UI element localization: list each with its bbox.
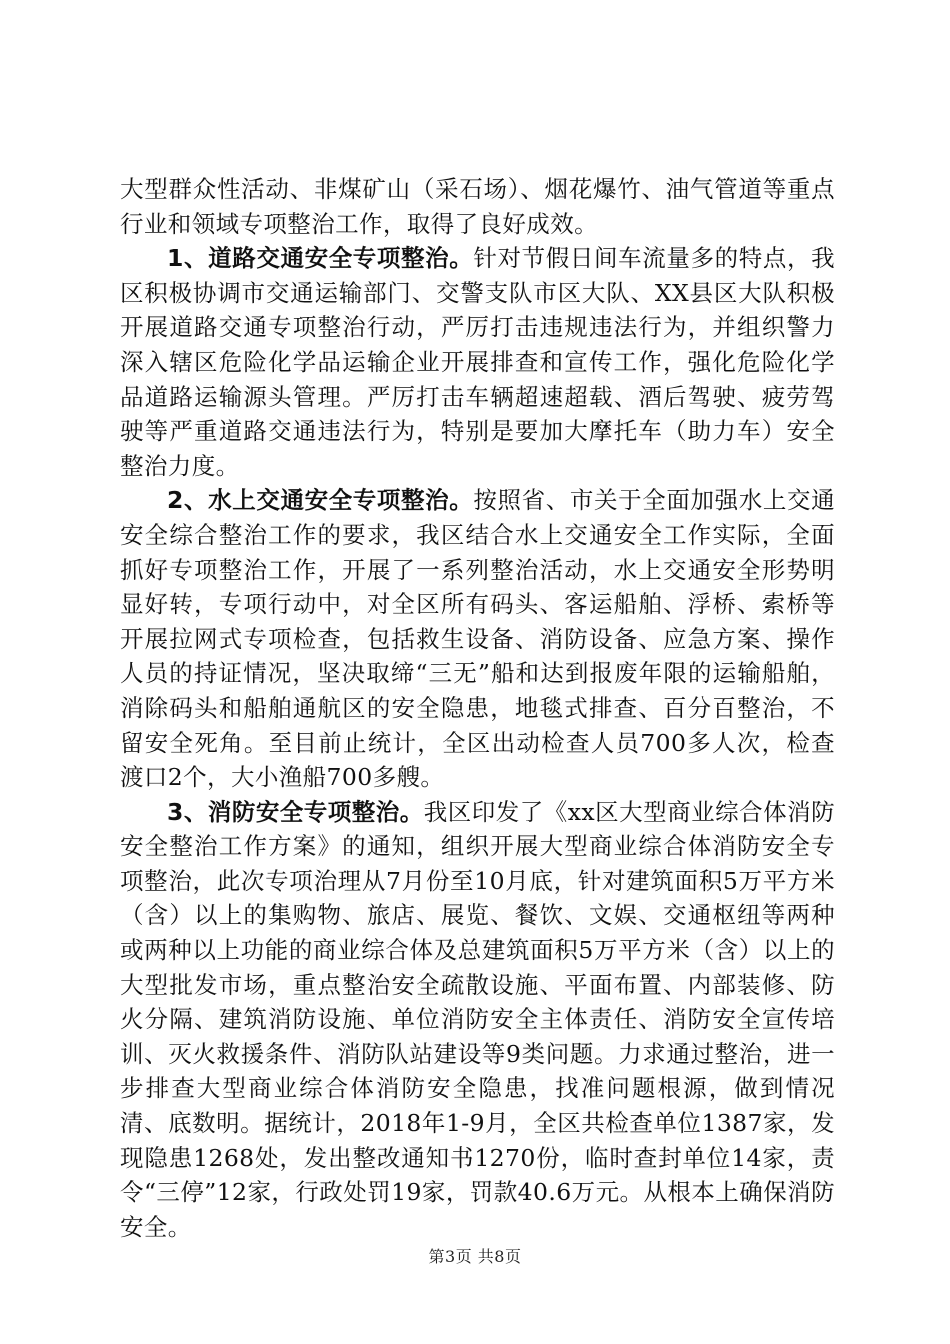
document-body bbox=[120, 172, 835, 1244]
section-heading-fire-safety: 3、消防安全专项整治。 bbox=[167, 797, 424, 826]
paragraph-text: 按照省、市关于全面加强水上交通安全综合整治工作的要求，我区结合水上交通安全工作实际，全面抓好专项整治工作，开展了一系列整治活动，水上交通安全形势明显好转，专项行动中，对全区所有码头、客运船舶、浮桥、索桥等开展拉网式专项检查，包括救生设备、消防设备、应急方案、操作人员的持证情况，坚决取缔“三无”船和达到报废年限的运输船舶，消除码头和船舶通航区的安全隐患，地毯式排查、百分百整治，不留安全死角。至目前止统计，全区出动检查人员700多人次，检查渡口2个，大小渔船700多艘。 bbox=[120, 486, 836, 792]
paragraph-text: 我区印发了《xx区大型商业综合体消防安全整治工作方案》的通知，组织开展大型商业综合体消防安全专项整治，此次专项治理从7月份至10月底，针对建筑面积5万平方米（含）以上的集购物、旅店、展览、餐饮、文娱、交通枢纽等两种或两种以上功能的商业综合体及总建筑面积5万平方米（含）以上的大型批发市场，重点整治安全疏散设施、平面布置、内部装修、防火分隔、建筑消防设施、单位消防安全主体责任、消防安全宣传培训、灭火救援条件、消防队站建设等9类问题。力求通过整治，进一步排查大型商业综合体消防安全隐患，找准问题根源，做到情况清、底数明。据统计，2018年1-9月，全区共检查单位1387家，发现隐患1268处，发出整改通知书1270份，临时查封单位14家，责令“三停”12家，行政处罚19家，罚款40.6万元。从根本上确保消防安全。 bbox=[120, 797, 835, 1241]
section-heading-water-traffic: 2、水上交通安全专项整治。 bbox=[167, 486, 474, 515]
paragraph-water-traffic bbox=[120, 483, 835, 794]
paragraph-continuation bbox=[120, 172, 835, 241]
paragraph-road-traffic bbox=[120, 241, 835, 483]
paragraph-text: 大型群众性活动、非煤矿山（采石场）、烟花爆竹、油气管道等重点行业和领域专项整治工作，取得了良好成效。 bbox=[120, 175, 835, 238]
paragraph-text: 针对节假日间车流量多的特点，我区积极协调市交通运输部门、交警支队市区大队、XX县区大队积极开展道路交通专项整治行动，严厉打击违规违法行为，并组织警力深入辖区危险化学品运输企业开展排查和宣传工作，强化危险化学品道路运输源头管理。严厉打击车辆超速超载、酒后驾驶、疲劳驾驶等严重道路交通违法行为，特别是要加大摩托车（助力车）安全整治力度。 bbox=[120, 244, 836, 480]
paragraph-fire-safety bbox=[120, 795, 835, 1245]
page-number-footer: 第3页 共8页 bbox=[428, 1247, 522, 1266]
section-heading-road-traffic: 1、道路交通安全专项整治。 bbox=[167, 244, 474, 273]
